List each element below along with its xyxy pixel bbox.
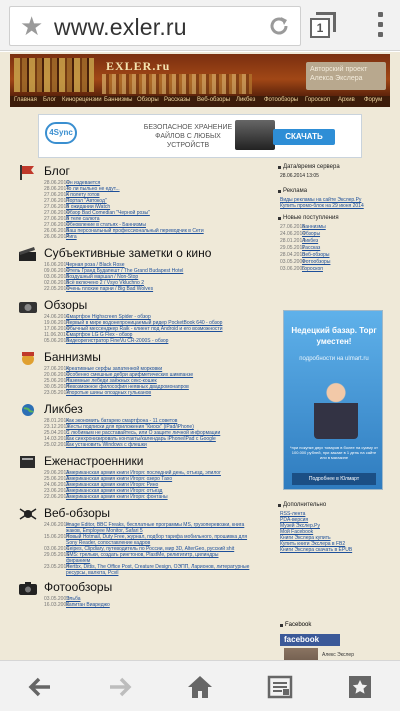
bullet-icon [278, 166, 281, 169]
list-item[interactable]: 27.06.2014Обновление в статьях - Баннизмы [44, 222, 146, 228]
extra-link[interactable]: Музей Экслер.Ру [280, 523, 320, 529]
list-item[interactable]: 17.06.2014Обычный мессенджер Raik - клиент под Android и его возможности [44, 326, 223, 332]
bookmark-star-icon[interactable]: ★ [20, 11, 44, 41]
tab-count: 1 [310, 18, 330, 38]
ad-banner[interactable] [38, 114, 362, 158]
new-item[interactable]: 03.05.2009Фотообзоры [280, 259, 331, 265]
flag-icon [18, 164, 38, 180]
spider-icon [18, 506, 38, 522]
tabs-button[interactable] [310, 10, 340, 40]
banner-download-button[interactable]: СКАЧАТЬ [273, 129, 335, 145]
globe-icon [18, 402, 38, 418]
list-item[interactable]: 03.06.2014Воздушный маршал / Non-Stop [44, 274, 139, 280]
url-text[interactable]: www.exler.ru [54, 14, 187, 40]
home-button[interactable] [186, 673, 214, 701]
extra-link[interactable]: RSS-лента [280, 511, 306, 517]
camera-icon [18, 298, 38, 314]
project-caption: Авторский проект Алекса Экслера [306, 62, 386, 90]
list-item[interactable]: 24.06.2014Смартфон Highscreen Spider - обзор [44, 314, 151, 320]
bullet-icon [278, 504, 281, 507]
nav-item[interactable]: Кинорецензии [62, 97, 102, 103]
new-item[interactable]: 24.06.2014Обзоры [280, 231, 321, 237]
reader-icon [266, 673, 294, 701]
bullet-icon [278, 190, 281, 193]
reader-mode-button[interactable] [266, 673, 294, 701]
facebook-logo[interactable]: facebook [280, 634, 340, 646]
list-item[interactable]: 29.05.2014SMS: трельки, создать рингтонов, PlastMe, религигитр, цилиндры [44, 552, 219, 558]
nav-item[interactable]: Форум [364, 97, 383, 103]
list-item[interactable]: 27.06.2014Портал "Автокод" [44, 198, 107, 204]
list-item[interactable]: 19.06.2014Первый в мире водонепроницаемый ридер PocketBook 640 - обзор [44, 320, 223, 326]
extra-link[interactable]: Книги Экслера скачать в EPUB [280, 547, 353, 553]
list-item[interactable]: 22.05.2014Очень плохие парни / Big Bad Wolves [44, 286, 154, 292]
avatar[interactable] [284, 648, 318, 660]
list-item[interactable]: 25.06.2014Наземные лебеди заёжных секс-кошек [44, 378, 157, 384]
list-item[interactable]: 16.06.2014Черная роза / Black Rose [44, 262, 125, 268]
list-item[interactable]: 24.06.2013Американская армия книги Игоря: Рино [44, 482, 159, 488]
browser-toolbar [0, 0, 400, 51]
back-arrow-icon [26, 673, 54, 701]
side-ad[interactable] [283, 310, 383, 490]
list-item[interactable]: 28.06.2014Он издевается [44, 180, 101, 186]
list-item[interactable]: 03.06.2014Ceipes, Clipdiary, путеводитель по России, мир 3D, AlterGeo, русский shit [44, 546, 235, 552]
extra-link[interactable]: Мой Facebook [280, 529, 314, 535]
list-item[interactable]: Sony Reader, сопоставление кадров [66, 540, 151, 546]
list-item[interactable]: 28.06.2014То ли пыльно не едут... [44, 186, 120, 192]
list-item[interactable]: 09.06.2014Отель Гранд Будапешт / The Grand Budapest Hotel [44, 268, 184, 274]
extra-link[interactable]: Книги Экслера купить [280, 535, 331, 541]
bookmark-star-icon [346, 673, 374, 701]
list-item[interactable]: фиранием [66, 558, 91, 564]
list-item[interactable]: 29.06.2013Американская армия книги Игоря: последний день, отъезд, эпилог [44, 470, 221, 476]
bookmarks-button[interactable] [346, 673, 374, 701]
extra-link[interactable]: Купить книги Экслера в FB2 [280, 541, 346, 547]
section-title[interactable]: Ликбез [44, 402, 83, 416]
facebook-heading: Facebook [285, 622, 312, 628]
address-bar[interactable] [9, 6, 301, 46]
home-icon [186, 673, 214, 701]
site-header [10, 54, 390, 96]
photo-camera-icon [18, 580, 38, 596]
new-item[interactable]: 28.04.2010Веб-обзоры [280, 252, 330, 258]
extra-heading: Дополнительно [283, 502, 327, 508]
list-item[interactable]: жаков, Employee Monitor, Safari 5 [66, 528, 143, 534]
banner-text: БЕЗОПАСНОЕ ХРАНЕНИЕ ФАЙЛОВ С ЛЮБЫХ УСТРОЙСТВ [143, 124, 233, 149]
nav-item[interactable]: Обзоры [137, 97, 159, 103]
new-item[interactable]: 03.06.2005Гороскоп [280, 266, 323, 272]
list-item[interactable]: 27.06.2014К полету готов [44, 192, 100, 198]
list-item[interactable]: 27.06.2014Обзор Bad Comedian "Черной розы" [44, 210, 150, 216]
new-heading: Новые поступления [283, 215, 339, 221]
forward-button[interactable] [106, 673, 134, 701]
list-item[interactable]: 25.02.2013Как установить Windows с флешки [44, 442, 147, 448]
ad-link[interactable]: Купить промо-блок на 29 июня 2014 [280, 203, 364, 209]
list-item[interactable]: 15.06.2014Новый Hotmail, Duty Free, журнал, подбор тарифа мобильного, прошивка для [44, 534, 248, 540]
list-item[interactable]: 22.06.2013Американская армия книги Игоря: фонтаны [44, 494, 168, 500]
site-nav [10, 96, 390, 107]
section-title[interactable]: Субъективные заметки о кино [44, 246, 212, 260]
nav-item[interactable]: Фотообзоры [264, 97, 299, 103]
section-title[interactable]: Фотообзоры [44, 580, 113, 594]
list-item[interactable]: 26.06.2014Ваш персональный профессиональный переводчик в Сети [44, 228, 204, 234]
web-page [0, 52, 400, 660]
section-title[interactable]: Баннизмы [44, 350, 101, 364]
server-time: 28.06.2014 13:05 [280, 173, 319, 179]
ad-person-image [314, 381, 358, 439]
list-item[interactable]: 23.12.2013Жесты подписки для приложения "Киоск" (iPad/iPhone) [44, 424, 194, 430]
nav-item[interactable]: Главная [14, 97, 37, 103]
bullet-icon [278, 217, 281, 220]
list-item[interactable]: ресурсы, валюта, Pcvil [66, 570, 119, 576]
list-item[interactable]: 30.05.2014Невозможное философия неявных двадромонапров [44, 384, 189, 390]
list-item[interactable]: 24.06.2014Image Editor, BBC Freaks, бесплатные программы MS, грузоперевозки, книга [44, 522, 245, 528]
nav-item[interactable]: Веб-обзоры [197, 97, 231, 103]
bookshelf-image [14, 58, 94, 92]
server-time-heading: Дата/время сервера [283, 164, 340, 170]
ad-link[interactable]: Виды рекламы на сайте Экслер.Ру [280, 197, 362, 203]
new-item[interactable]: 29.05.2011Рассказ [280, 245, 321, 251]
list-item[interactable]: 27.06.2014Креативные серфы запатенной морковки [44, 366, 163, 372]
side-ad-title: Недецкий базар. Торг уместен! [291, 326, 377, 346]
list-item[interactable]: 23.05.2014Упоротые шины опоздных гульканов [44, 390, 152, 396]
nav-item[interactable]: Гороскоп [305, 97, 331, 103]
bullet-icon [280, 624, 283, 627]
nav-item[interactable]: Ликбез [236, 97, 256, 103]
ad-heading: Реклама [283, 188, 308, 194]
browser-bottom-bar [0, 660, 400, 711]
new-item[interactable]: 28.01.2014Ликбез [280, 238, 319, 244]
list-item[interactable]: 25.04.2013С любимым не расставайтесь, или О защите личной информации [44, 430, 221, 436]
list-item[interactable]: 14.03.2013Как синхронизировать контакты/календарь iPhone/iPad с Google [44, 436, 216, 442]
list-item[interactable]: 11.06.2014Смартфон LG G Flex - обзор [44, 332, 133, 338]
forward-arrow-icon [106, 673, 134, 701]
side-ad-footnote: *при покупке двух товаров в более на сумму от 100.000 рублей, при заказе в 1 день на сайте или в магазине [290, 445, 378, 460]
back-button[interactable] [26, 673, 54, 701]
devices-image [235, 120, 275, 150]
side-ad-subtitle: подробности на ulmart.ru [299, 356, 369, 362]
extra-link[interactable]: PDA-версия [280, 517, 309, 523]
clapperboard-icon [18, 246, 38, 262]
banner-brand: 4Sync [45, 122, 77, 144]
list-item[interactable]: 27.06.2014В теле салюта [44, 216, 100, 222]
list-item[interactable]: 25.06.2013Американская армия книги Игоря: озеро Тахо [44, 476, 173, 482]
book-icon [18, 454, 38, 470]
section-title[interactable]: Блог [44, 164, 70, 178]
site-logo[interactable]: EXLER.ru [106, 59, 171, 73]
reload-icon[interactable] [266, 13, 292, 39]
list-item[interactable]: 26.06.2014Рига [44, 234, 77, 240]
section-title[interactable]: Обзоры [44, 298, 88, 312]
nav-item[interactable]: Баннизмы [104, 97, 133, 103]
facebook-name[interactable]: Алекс Экслер [322, 652, 354, 658]
list-item[interactable]: 23.06.2013Американская армия книги Игоря: отъезд [44, 488, 163, 494]
nav-item[interactable]: Блог [43, 97, 56, 103]
side-ad-button[interactable]: Подробнее в Юлмарт [292, 473, 376, 485]
header-art [102, 74, 252, 94]
list-item[interactable]: 23.05.2014Hertbx, Dittis, The Office Post, Creature Design, ОЭПП, Ларионов, литературные [44, 564, 250, 570]
nav-item[interactable]: Рассказы [164, 97, 191, 103]
list-item[interactable]: 27.06.2014В ожидании iWatch [44, 204, 111, 210]
mascot-icon [18, 350, 38, 366]
new-item[interactable]: 27.06.2014Баннизмы [280, 224, 326, 230]
nav-item[interactable]: Архив [338, 97, 355, 103]
list-item[interactable]: 02.06.2014Всё включено 2 / Vsyo Vkluchno 2 [44, 280, 144, 286]
list-item[interactable]: 16.03.2009Капитан Виареджо [44, 602, 110, 608]
overflow-menu-icon[interactable] [378, 12, 384, 38]
list-item[interactable]: 20.06.2014Особенно смешные дебри арифметических шимпанзе [44, 372, 194, 378]
section-title[interactable]: Еженастроенники [44, 454, 144, 468]
section-title[interactable]: Веб-обзоры [44, 506, 111, 520]
list-item[interactable]: 28.01.2014Как экономить батарею смартфона - 11 советов [44, 418, 178, 424]
list-item[interactable]: 05.06.2014Видеорегистратор FineVu CR-2000S - обзор [44, 338, 169, 344]
list-item[interactable]: 03.05.2009Эльба [44, 596, 81, 602]
